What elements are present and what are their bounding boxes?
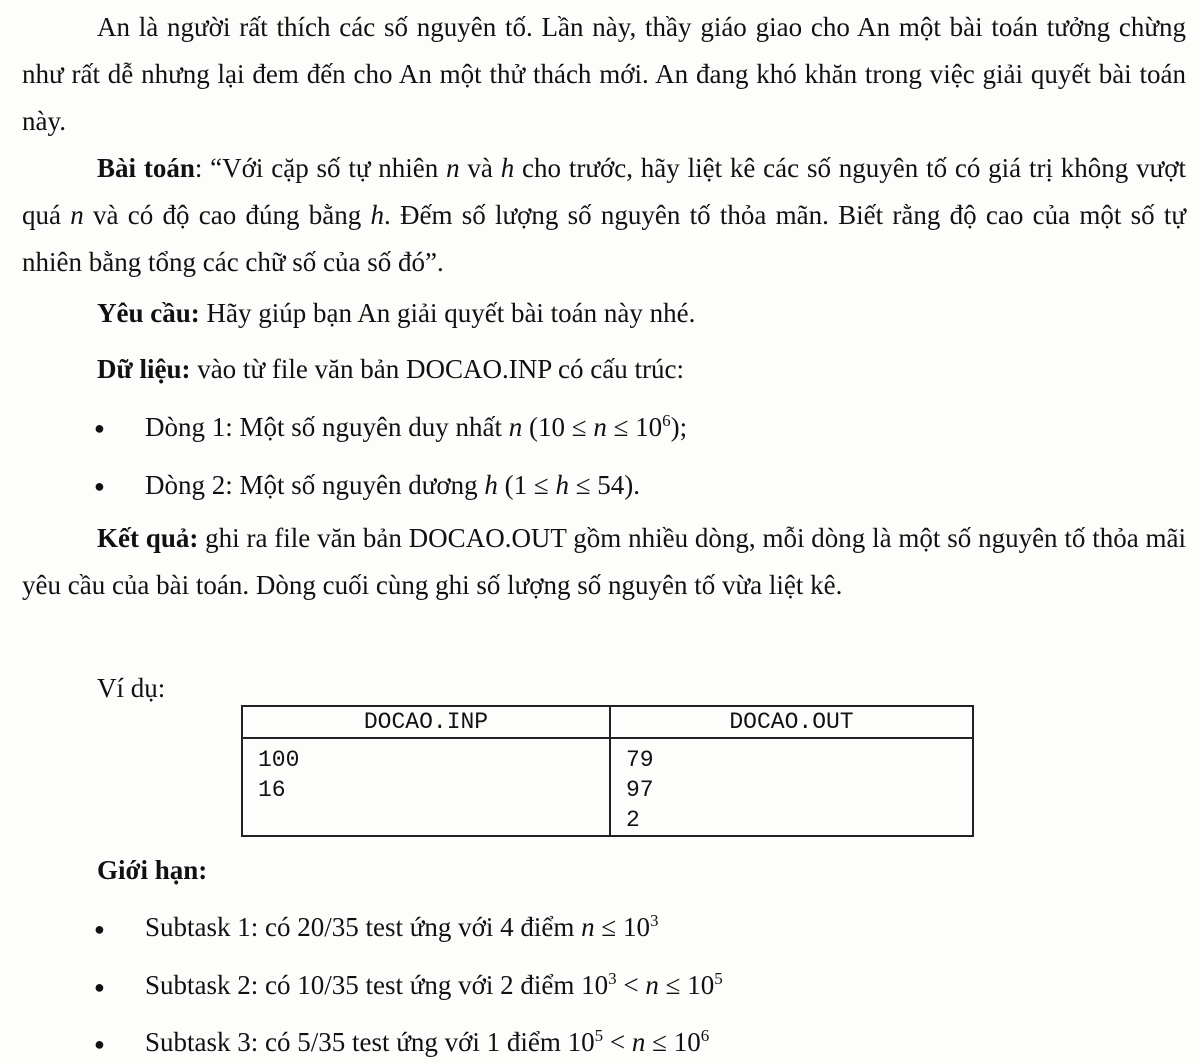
output-value: 2 (626, 807, 640, 833)
problem-text: cho trước, hãy liệt kê các số nguyên tố có giá trị không vượt quá (22, 153, 1187, 230)
output-value: 79 (626, 747, 654, 773)
problem-text: và (459, 153, 501, 183)
math-n: n (593, 412, 607, 442)
output-cell (610, 738, 973, 836)
text: Subtask 1: có 20/35 test ứng với 4 điểm (145, 912, 582, 942)
input-text: vào từ file văn bản DOCAO.INP có cấu trúc: (190, 354, 684, 384)
subtask-1 (145, 910, 658, 944)
subtask-2 (145, 968, 723, 1002)
math-n: n (70, 200, 84, 230)
exponent: 5 (594, 1026, 604, 1045)
text: Dòng 1: Một số nguyên duy nhất (145, 412, 509, 442)
input-cell (242, 738, 610, 836)
problem-label: Bài toán (97, 153, 195, 183)
bullet-icon: ● (94, 977, 105, 997)
text: < (603, 1027, 632, 1057)
request-text: Hãy giúp bạn An giải quyết bài toán này nhé. (199, 298, 696, 328)
exponent: 3 (649, 911, 659, 930)
text: (1 ≤ (504, 470, 556, 500)
request-line (97, 296, 695, 330)
input-label: Dữ liệu: (97, 354, 191, 384)
text: ≤ 10 (594, 912, 650, 942)
output-label: Kết quả: (97, 523, 199, 553)
math-h: h (484, 470, 498, 500)
math-h: h (555, 470, 569, 500)
problem-text: . Đếm số lượng số nguyên tố thỏa mãn. Biết rằng độ cao của một số tự nhiên bằng tổng các chữ số của số đó”. (22, 200, 1187, 277)
problem-text: và có độ cao đúng bằng (83, 200, 371, 230)
exponent: 3 (608, 969, 617, 988)
input-line-1 (145, 410, 687, 444)
text: ≤ 10 (658, 970, 715, 1000)
bullet-icon: ● (94, 1034, 105, 1054)
exponent: 5 (714, 969, 723, 988)
math-n: n (508, 412, 523, 442)
input-line-2 (145, 468, 640, 502)
math-n: n (645, 970, 659, 1000)
bullet-icon: ● (94, 476, 105, 496)
exponent: 6 (662, 411, 671, 430)
limits-label (97, 853, 207, 887)
request-label: Yêu cầu: (97, 298, 200, 328)
example-table (241, 705, 974, 837)
output-paragraph (22, 515, 1186, 609)
problem-text: : “Với cặp số tự nhiên (194, 153, 447, 183)
text: Subtask 3: có 5/35 test ứng với 1 điểm 10 (145, 1027, 595, 1057)
text: Subtask 2: có 10/35 test ứng với 2 điểm 10 (145, 970, 609, 1000)
math-n: n (581, 912, 595, 942)
bullet-icon: ● (94, 418, 105, 438)
table-row (242, 738, 973, 836)
exponent: 6 (700, 1026, 710, 1045)
math-n: n (446, 153, 460, 183)
limits-heading: Giới hạn: (97, 855, 208, 885)
table-header-row (242, 706, 973, 738)
intro-paragraph: An là người rất thích các số nguyên tố. Lần này, thầy giáo giao cho An một bài toán tưởng chừng như rất dễ nhưng lại đem đến cho An một thử thách mới. An đang khó khăn trong việc giải quyết bài toán này. (22, 12, 1186, 136)
table-header-input: DOCAO.INP (242, 706, 610, 738)
bullet-icon: ● (94, 919, 105, 939)
problem-paragraph (22, 145, 1186, 286)
text: ≤ 10 (606, 412, 663, 442)
table-header-output: DOCAO.OUT (610, 706, 973, 738)
math-n: n (631, 1027, 646, 1057)
example-label: Ví dụ: (97, 673, 166, 703)
text: ); (670, 412, 688, 442)
text: (10 ≤ (529, 412, 594, 442)
math-h: h (370, 200, 384, 230)
text: < (616, 970, 646, 1000)
text: ≤ 54). (568, 470, 641, 500)
text: ≤ 10 (645, 1027, 701, 1057)
text: Dòng 2: Một số nguyên dương (145, 470, 485, 500)
output-text: ghi ra file văn bản DOCAO.OUT gồm nhiều dòng, mỗi dòng là một số nguyên tố thỏa mãi yêu cầu của bài toán. Dòng cuối cùng ghi số lượng số nguyên tố vừa liệt kê. (22, 523, 1187, 600)
math-h: h (500, 153, 515, 183)
input-value: 16 (258, 777, 286, 803)
input-value: 100 (258, 747, 300, 773)
output-value: 97 (626, 777, 654, 803)
subtask-3 (145, 1025, 709, 1059)
input-line (97, 352, 684, 386)
